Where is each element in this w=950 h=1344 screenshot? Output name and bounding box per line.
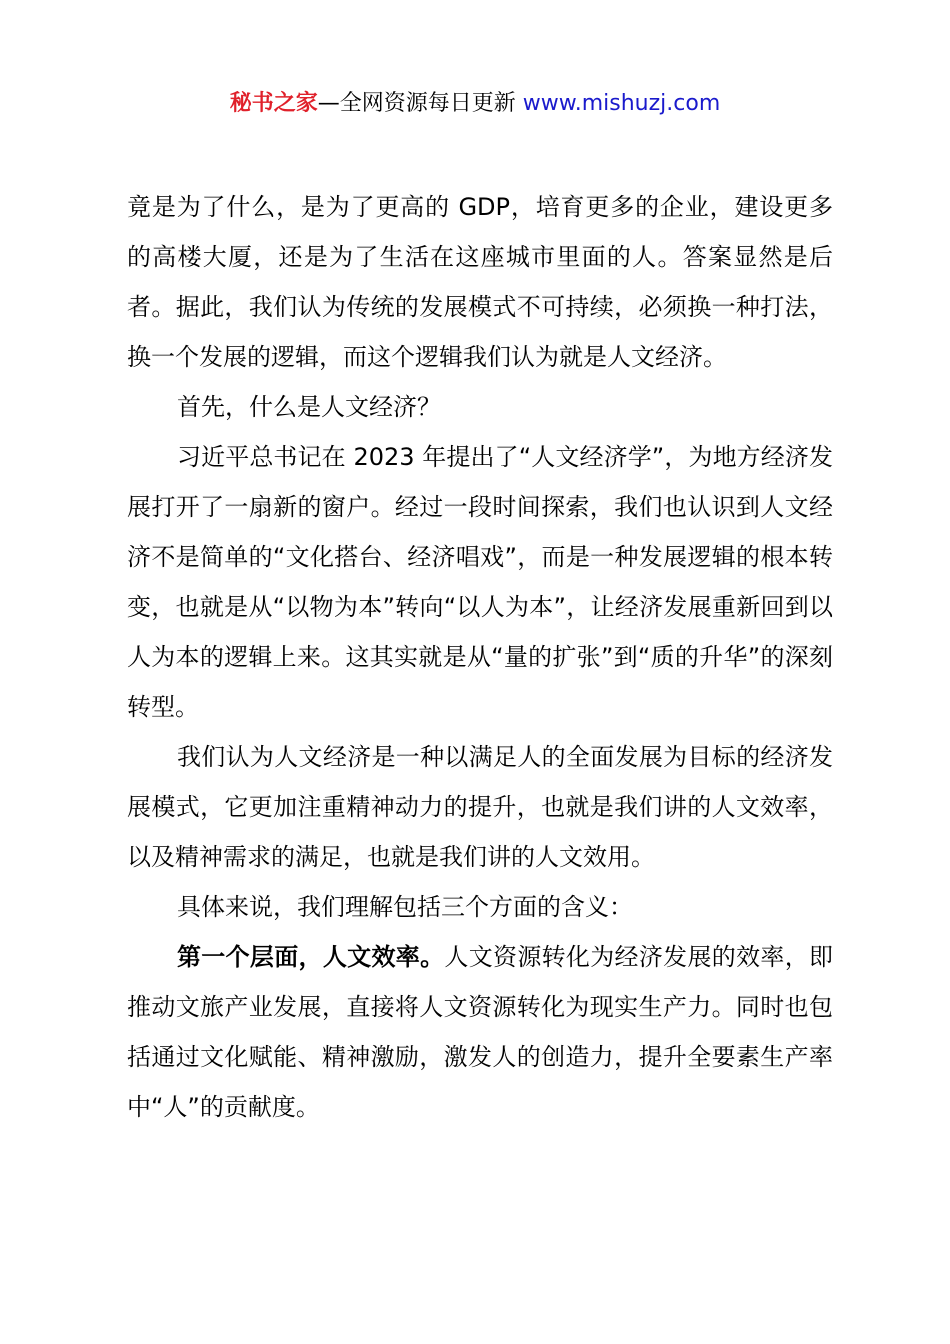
paragraph-5: 具体来说，我们理解包括三个方面的含义： [177,893,633,921]
paragraph-6 [127,932,833,1132]
header-tagline: —全网资源每日更新 [317,91,523,116]
paragraph-6-heading: 第一个层面，人文效率。 [177,943,445,971]
page-header [0,88,950,120]
brand-name: 秘书之家 [229,91,318,116]
paragraph-1: 竟是为了什么，是为了更高的 GDP，培育更多的企业，建设更多的高楼大厦，还是为了生活在这座城市里面的人。答案显然是后者。据此，我们认为传统的发展模式不可持续，必须换一种打法，换一个发展的逻辑，而这个逻辑我们认为就是人文经济。 [127,193,833,371]
paragraph-3: 习近平总书记在 2023 年提出了“人文经济学”，为地方经济发展打开了一扇新的窗户。经过一段时间探索，我们也认识到人文经济不是简单的“文化搭台、经济唱戏”，而是一种发展逻辑的根本转变，也就是从“以物为本”转向“以人为本”，让经济发展重新回到以人为本的逻辑上来。这其实就是从“量的扩张”到“质的升华”的深刻转型。 [127,443,833,721]
document-body [127,182,833,1132]
website-link[interactable]: www.mishuzj.com [522,91,721,116]
paragraph-4: 我们认为人文经济是一种以满足人的全面发展为目标的经济发展模式，它更加注重精神动力的提升，也就是我们讲的人文效率，以及精神需求的满足，也就是我们讲的人文效用。 [127,743,833,871]
paragraph-6-text: 人文资源转化为经济发展的效率，即推动文旅产业发展，直接将人文资源转化为现实生产力。同时也包括通过文化赋能、精神激励，激发人的创造力，提升全要素生产率中“人”的贡献度。 [127,943,834,1121]
paragraph-2: 首先，什么是人文经济？ [177,393,441,421]
